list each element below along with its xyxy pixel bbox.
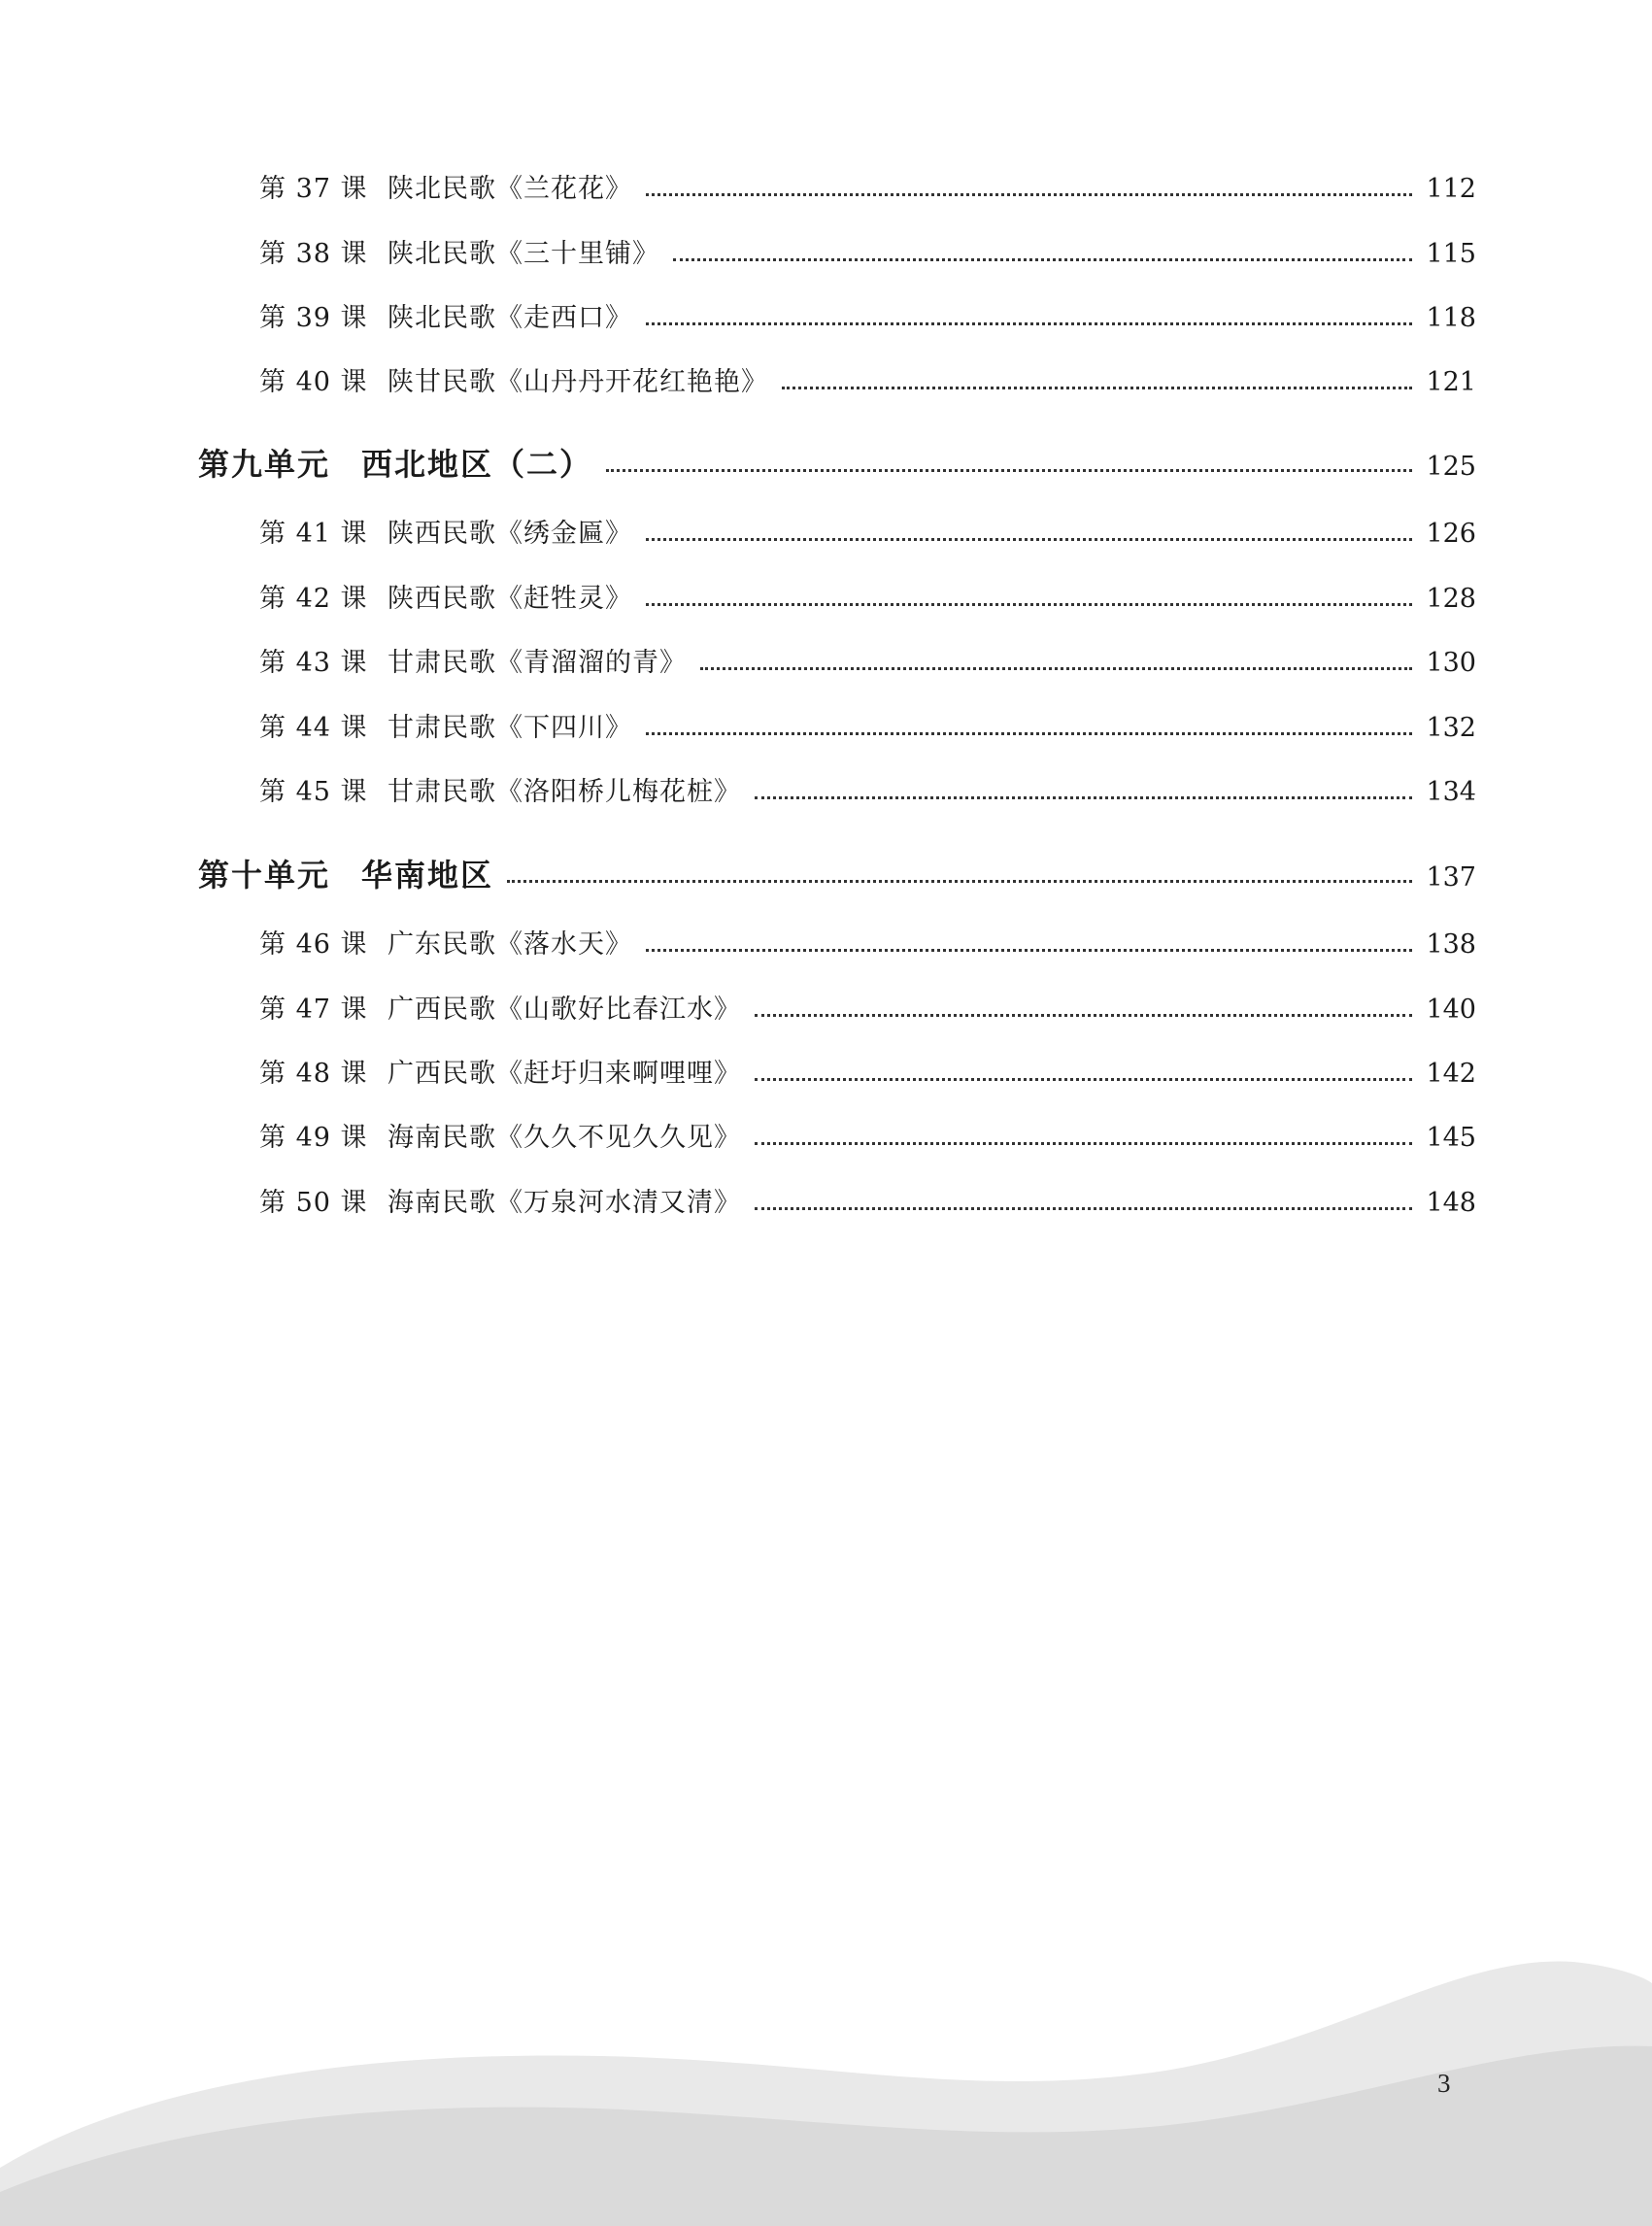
toc-entry-lesson-39[interactable] xyxy=(259,299,1476,338)
page-number: 128 xyxy=(1426,584,1476,614)
dot-leader xyxy=(606,469,1412,472)
lesson-title: 甘肃民歌《洛阳桥儿梅花桩》 xyxy=(388,777,741,807)
lesson-title: 陕甘民歌《山丹丹开花红艳艳》 xyxy=(388,367,768,397)
toc-entry-lesson-49[interactable] xyxy=(259,1119,1476,1158)
page-number: 145 xyxy=(1426,1123,1476,1153)
unit-number: 第十单元 xyxy=(198,857,331,894)
page-number: 137 xyxy=(1426,862,1476,893)
toc-entry-lesson-41[interactable] xyxy=(259,515,1476,554)
toc-entry-lesson-50[interactable] xyxy=(259,1184,1476,1223)
lesson-number: 第 39 课 xyxy=(259,303,368,333)
toc-entry-unit-9[interactable] xyxy=(198,442,1476,487)
lesson-title: 甘肃民歌《青溜溜的青》 xyxy=(388,648,687,678)
toc-entry-lesson-47[interactable] xyxy=(259,991,1476,1029)
lesson-title: 广西民歌《赶圩归来啊哩哩》 xyxy=(388,1059,741,1089)
lesson-title: 海南民歌《久久不见久久见》 xyxy=(388,1123,741,1153)
dot-leader xyxy=(755,796,1412,799)
dot-leader xyxy=(755,1078,1412,1081)
decorative-wave xyxy=(0,1954,1652,2226)
page-number: 130 xyxy=(1426,648,1476,678)
dot-leader xyxy=(755,1142,1412,1145)
lesson-title: 陕北民歌《走西口》 xyxy=(388,303,632,333)
toc-entry-lesson-46[interactable] xyxy=(259,926,1476,964)
unit-number: 第九单元 xyxy=(198,446,331,483)
dot-leader xyxy=(646,603,1412,606)
dot-leader xyxy=(646,322,1412,325)
page-number: 125 xyxy=(1426,452,1476,482)
lesson-title: 广东民歌《落水天》 xyxy=(388,929,632,960)
page-number: 142 xyxy=(1426,1059,1476,1089)
dot-leader xyxy=(646,732,1412,735)
unit-title: 西北地区（二） xyxy=(361,446,593,483)
page-number: 115 xyxy=(1426,239,1476,269)
lesson-number: 第 42 课 xyxy=(259,584,368,614)
toc-entry-lesson-48[interactable] xyxy=(259,1055,1476,1094)
dot-leader xyxy=(755,1014,1412,1017)
unit-title: 华南地区 xyxy=(361,857,494,894)
dot-leader xyxy=(646,538,1412,541)
page-number: 112 xyxy=(1426,174,1476,204)
lesson-title: 甘肃民歌《下四川》 xyxy=(388,713,632,743)
lesson-title: 广西民歌《山歌好比春江水》 xyxy=(388,995,741,1025)
lesson-title: 陕北民歌《兰花花》 xyxy=(388,174,632,204)
page-number: 132 xyxy=(1426,713,1476,743)
toc-entry-lesson-44[interactable] xyxy=(259,709,1476,748)
lesson-number: 第 40 课 xyxy=(259,367,368,397)
page-folio: 3 xyxy=(1437,2069,1451,2098)
lesson-title: 陕北民歌《三十里铺》 xyxy=(388,239,659,269)
page-number: 134 xyxy=(1426,777,1476,807)
lesson-number: 第 48 课 xyxy=(259,1059,368,1089)
dot-leader xyxy=(646,949,1412,952)
dot-leader xyxy=(700,667,1412,670)
lesson-number: 第 41 课 xyxy=(259,519,368,549)
lesson-number: 第 43 课 xyxy=(259,648,368,678)
lesson-number: 第 45 课 xyxy=(259,777,368,807)
dot-leader xyxy=(782,387,1412,389)
lesson-title: 海南民歌《万泉河水清又清》 xyxy=(388,1188,741,1218)
page-number: 148 xyxy=(1426,1188,1476,1218)
lesson-number: 第 37 课 xyxy=(259,174,368,204)
lesson-number: 第 49 课 xyxy=(259,1123,368,1153)
toc-entry-lesson-42[interactable] xyxy=(259,580,1476,619)
page-number: 138 xyxy=(1426,929,1476,960)
page-number: 118 xyxy=(1426,303,1476,333)
toc-entry-lesson-40[interactable] xyxy=(259,363,1476,402)
toc-entry-lesson-37[interactable] xyxy=(259,170,1476,209)
toc-entry-lesson-45[interactable] xyxy=(259,773,1476,812)
lesson-title: 陕西民歌《绣金匾》 xyxy=(388,519,632,549)
page-number: 121 xyxy=(1426,367,1476,397)
lesson-number: 第 50 课 xyxy=(259,1188,368,1218)
toc-entry-lesson-38[interactable] xyxy=(259,235,1476,274)
dot-leader xyxy=(673,258,1412,261)
lesson-number: 第 46 课 xyxy=(259,929,368,960)
toc-entry-unit-10[interactable] xyxy=(198,853,1476,897)
dot-leader xyxy=(507,880,1412,883)
page-number: 126 xyxy=(1426,519,1476,549)
dot-leader xyxy=(755,1207,1412,1210)
toc-entry-lesson-43[interactable] xyxy=(259,644,1476,683)
lesson-number: 第 44 课 xyxy=(259,713,368,743)
page-number: 140 xyxy=(1426,995,1476,1025)
lesson-number: 第 38 课 xyxy=(259,239,368,269)
lesson-number: 第 47 课 xyxy=(259,995,368,1025)
dot-leader xyxy=(646,193,1412,196)
lesson-title: 陕西民歌《赶牲灵》 xyxy=(388,584,632,614)
